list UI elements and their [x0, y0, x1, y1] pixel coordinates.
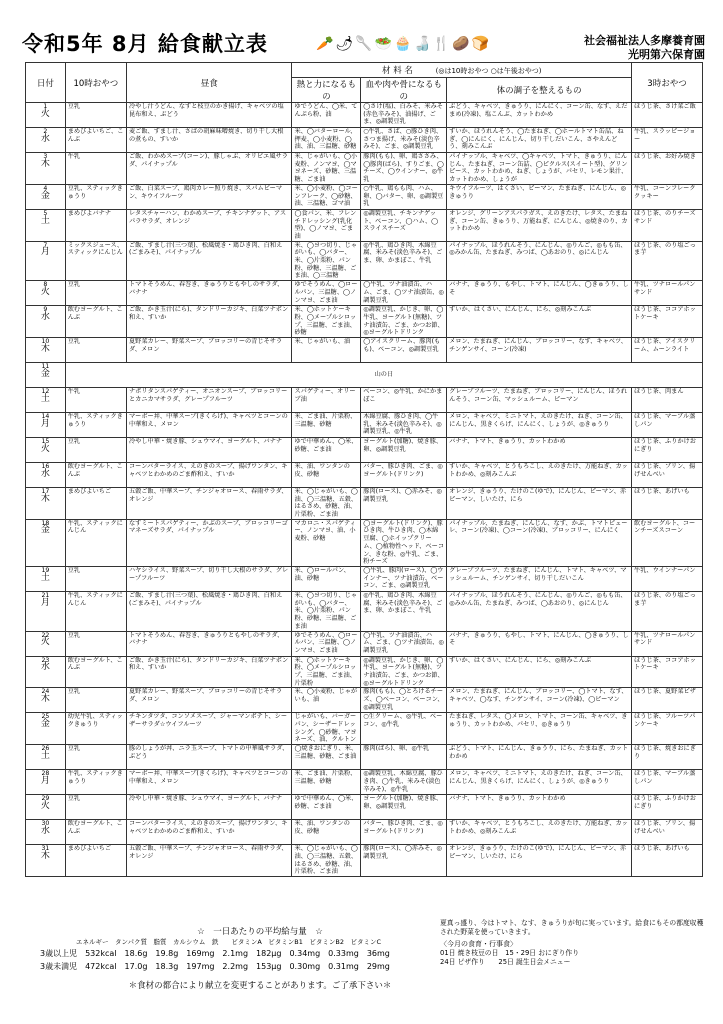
date-cell: [26, 688, 66, 713]
weekday: 水: [40, 662, 50, 673]
weekday: 木: [40, 694, 50, 705]
date-cell: [26, 745, 66, 770]
lunch-cell: レタスチャーハン、わかめスープ、チキンナゲット、アスパラサラダ、オレンジ: [126, 209, 291, 241]
date-cell: [26, 713, 66, 745]
date-cell: [26, 412, 66, 437]
energy-cell: 米、◯ヨつ切り、じゃがいも、◯バター、米、◯片栗粉、パン粉、砂糖、三温糖、ごま油、◯三温糖: [292, 241, 361, 281]
snack3-cell: ほうじ茶、あげいも: [632, 845, 703, 877]
snack3-cell: 牛乳、コーンフレーククッキー: [632, 184, 703, 209]
blood-cell: 豚肉(ロース)、◯赤みそ、◎調製豆乳: [361, 487, 447, 519]
blood-cell: ◯アイスクリーム、豚肉(もも)、ベーコン、◎調製豆乳: [361, 337, 447, 362]
blood-cell: ヨーグルト(加糖)、焼き豚、卵、◎調製豆乳: [361, 437, 447, 462]
snack3-cell: ほうじ茶、のりチーズサンド: [632, 209, 703, 241]
energy-cell: 米、ごま油、片栗粉、三温糖、砂糖: [292, 412, 361, 437]
body-cell: バナナ、きゅうり、もやし、トマト、にんじん、◯きゅうり、しそ: [447, 281, 632, 306]
day-number: 23: [41, 656, 50, 664]
body-cell: ぶどう、トマト、にんじん、きゅうり、にら、たまねぎ、カットわかめ: [447, 745, 632, 770]
weekday: 木: [40, 158, 50, 169]
lunch-cell: ご飯、わかめスープ(コーン)、豚しゃぶ、オリビエ風サラダ、パイナップル: [126, 153, 291, 185]
weekday: 金: [40, 190, 50, 201]
weekday: 月: [40, 775, 50, 786]
events-title: 〈今月の食育・行事食〉: [440, 940, 517, 948]
table-row: [26, 770, 703, 795]
col-ingredients-label: 材 料 名: [382, 66, 413, 76]
blood-cell: ◎調製豆乳、かじき、卵、◯牛乳、ヨーグルト(無糖)、ツナ油漬缶、ごま、かつお節、◎ヨーグルトドリンク: [361, 656, 447, 688]
body-cell: バナナ、トマト、きゅうり、カットわかめ: [447, 437, 632, 462]
nutrition-summary: [40, 925, 480, 991]
date-cell: [26, 845, 66, 877]
table-row: [26, 591, 703, 631]
snack10-cell: 豆乳: [65, 795, 126, 820]
table-row: [26, 362, 703, 387]
snack3-cell: ほうじ茶、ふりかけおにぎり: [632, 795, 703, 820]
lunch-cell: ハヤシライス、野菜スープ、切り干し大根のサラダ、グレープフルーツ: [126, 566, 291, 591]
lunch-cell: マーボー丼、中華スープ(きくらげ)、キャベツとコーンの中華和え、メロン: [126, 412, 291, 437]
table-row: [26, 845, 703, 877]
energy-cell: 米、◯小麦粉、じゃがいも、油: [292, 688, 361, 713]
snack10-cell: 飲むヨーグルト、こんぶ: [65, 656, 126, 688]
date-cell: [26, 128, 66, 153]
weekday: 月: [40, 418, 50, 429]
snack3-cell: ほうじ茶、フルーツパンケーキ: [632, 713, 703, 745]
lunch-cell: ご飯、すまし汁(三つ葉)、松風焼き・鶏ひき肉、白和え(ごまみそ)、パイナップル: [126, 591, 291, 631]
blood-cell: バター、豚ひき肉、ごま、◎ヨーグルト(ドリンク): [361, 820, 447, 845]
weekday: 火: [40, 800, 50, 811]
date-cell: [26, 103, 66, 128]
table-row: [26, 820, 703, 845]
day-number: 18: [41, 519, 50, 527]
lunch-cell: コーンバターライス、えのきのスープ、揚げワンタン、キャベツとわかめのごま酢和え、すいか: [126, 462, 291, 487]
date-cell: [26, 462, 66, 487]
energy-cell: ゆでうどん、◯米、てんぷら粉、油: [292, 103, 361, 128]
nutrition-row-over3: 3歳以上児 532kcal 18.6g 19.8g 169mg 2.1mg 182μg 0.34mg 0.33mg 36mg: [40, 949, 390, 958]
weekday: 木: [40, 493, 50, 504]
blood-cell: ○生クリーム、◎牛乳、ベーコン、◎牛乳: [361, 713, 447, 745]
date-cell: [26, 770, 66, 795]
lunch-cell: チキンタツタ、コンソメスープ、ジャーマンポテト、シーザーサラダ☆ウイフルーツ: [126, 713, 291, 745]
weekday: 火: [40, 108, 50, 119]
day-number: 16: [41, 462, 50, 470]
body-cell: パイナップル、キャベツ、◯キャベツ、トマト、きゅうり、にんじん、たまねぎ、コーン缶詰、◯ピクルス(スイート型)、グリンピース、カットわかめ、ねぎ、しょうが、パセリ、レモン果汁、カットわかめ、しょうが: [447, 153, 632, 185]
weekday: 水: [40, 825, 50, 836]
date-cell: [26, 566, 66, 591]
snack10-cell: まめびよいちご: [65, 487, 126, 519]
snack3-cell: ほうじ茶、夏野菜ピザ: [632, 688, 703, 713]
body-cell: メロン、キャベツ、ミニトマト、えのきたけ、ねぎ、コーン缶、にんじん、黒きくらげ、にんにく、しょうが、◎きゅうり: [447, 412, 632, 437]
day-number: 8: [43, 281, 48, 289]
body-cell: メロン、たまねぎ、にんじん、ブロッコリー、なす、キャベツ、チンゲンサイ、コーン(冷凍): [447, 337, 632, 362]
lunch-cell: 冷やし中華・焼き豚、シュウマイ、ヨーグルト、バナナ: [126, 437, 291, 462]
snack3-cell: ほうじ茶、のり塩ごっま芋: [632, 591, 703, 631]
lunch-cell: ご飯、かき玉汁(にら)、タンドリーカジキ、白菜ツナポン和え、すいか: [126, 306, 291, 338]
energy-cell: ゆで中華めん、◯米、砂糖、ごま油: [292, 437, 361, 462]
blood-cell: ◎調製豆乳、チキンナゲット、ベーコン、◯ハム、◯スライスチーズ: [361, 209, 447, 241]
body-cell: すいか、ほうれんそう、◯たまねぎ、◯ホールトマト缶詰、ねぎ、◯にんにく、にんじん、切り干しだいこん、さやえんどう、刻みこんぶ: [447, 128, 632, 153]
date-cell: [26, 656, 66, 688]
snack10-cell: 飲むヨーグルト、こんぶ: [65, 820, 126, 845]
day-number: 9: [43, 306, 48, 314]
snack10-cell: 豆乳: [65, 745, 126, 770]
lunch-cell: 豚のしょうが丼、ニラ玉スープ、トマトの中華風サラダ、ぶどう: [126, 745, 291, 770]
energy-cell: 米、ごま油、片栗粉、三温糖、砂糖: [292, 770, 361, 795]
table-row: [26, 128, 703, 153]
snack10-cell: まめびよいちご、こんぶ: [65, 128, 126, 153]
body-cell: オレンジ、グリーンアスパラガス、えのきたけ、レタス、たまねぎ、コーン缶、きゅうり、万能ねぎ、にんじん、◎焼きのり、カットわかめ: [447, 209, 632, 241]
weekday: 金: [40, 525, 50, 536]
table-row: [26, 656, 703, 688]
day-number: 25: [41, 713, 50, 721]
date-cell: [26, 209, 66, 241]
energy-cell: じゃがいも、バーガーパン、シーザードレッシング、◯砂糖、マヨネーズ、油、クルトン: [292, 713, 361, 745]
day-number: 21: [41, 591, 50, 599]
col-date: 日付: [26, 63, 66, 103]
day-number: 26: [41, 745, 50, 753]
snack3-cell: ほうじ茶、肉まん: [632, 387, 703, 412]
snack3-cell: ほうじ茶、ココアホットケーキ: [632, 656, 703, 688]
weekday: 水: [40, 468, 50, 479]
snack10-cell: 豆乳: [65, 337, 126, 362]
snack10-cell: 豆乳、スティックきゅうり: [65, 184, 126, 209]
snack3-cell: ほうじ茶、さけ菜ご飯: [632, 103, 703, 128]
lunch-cell: 冷やし汁うどん、なすと枝豆のかき揚げ、キャベツの塩昆布和え、ぶどう: [126, 103, 291, 128]
day-number: 19: [41, 566, 50, 574]
body-cell: メロン、たまねぎ、にんじん、ブロッコリー、◯トマト、なす、キャベツ、◯なす、チンゲンサイ、コーン(冷凍)、◯ピーマン: [447, 688, 632, 713]
lunch-cell: マーボー丼、中華スープ(きくらげ)、キャベツとコーンの中華和え、メロン: [126, 770, 291, 795]
blood-cell: 豚肉(もも)、卵、鶏ささみ、◯豚肉(ばら)、すりごま、◯チーズ、◯ウインナー、◎牛乳: [361, 153, 447, 185]
memo-text: 夏真っ盛り、今はトマト、なす、きゅうりが旬に実っています。給食にもその都度収穫された野菜を使っていきます。: [440, 919, 704, 936]
body-cell: メロン、キャベツ、ミニトマト、えのきたけ、ねぎ、コーン缶、にんじん、黒きくらげ、にんにく、しょうが、◎きゅうり: [447, 770, 632, 795]
day-number: 28: [41, 770, 50, 778]
date-cell: [26, 306, 66, 338]
col-snack10: 10時おやつ: [65, 63, 126, 103]
blood-cell: ◎牛乳、鶏ひき肉、木綿豆腐、米みそ(淡色辛みそ)、ごま、卵、かまぼこ、牛乳: [361, 241, 447, 281]
weekday: 土: [40, 750, 50, 761]
blood-cell: バター、豚ひき肉、ごま、◎ヨーグルト(ドリンク): [361, 462, 447, 487]
day-number: 7: [43, 241, 48, 249]
events-line-2: 24日 ピザ作り 25日 誕生日会メニュー: [440, 958, 571, 966]
events-line-1: 01日 焼き枝豆の日 15・29日 おにぎり作り: [440, 949, 580, 957]
blood-cell: ◎調製豆乳、かじき、卵、◯牛乳、ヨーグルト(無糖)、ツナ油漬缶、ごま、かつお節、◎ヨーグルトドリンク: [361, 306, 447, 338]
col-ingredients: [292, 63, 632, 78]
energy-cell: 米、じゃがいも、油: [292, 337, 361, 362]
weekday: 土: [40, 215, 50, 226]
blood-cell: ◎牛乳、鶏ひき肉、木綿豆腐、米みそ(淡色辛みそ)、ごま、卵、かまぼこ、牛乳: [361, 591, 447, 631]
date-cell: [26, 795, 66, 820]
weekday: 土: [40, 572, 50, 583]
energy-cell: ゆでそうめん、◯ロールパン、三温糖、◯ノンマヨ、ごま油: [292, 631, 361, 656]
snack10-cell: 飲むヨーグルト、こんぶ: [65, 462, 126, 487]
date-cell: [26, 437, 66, 462]
day-number: 15: [41, 437, 50, 445]
nursery-name: 光明第六保育園: [628, 48, 705, 61]
weekday: 火: [40, 443, 50, 454]
table-row: [26, 337, 703, 362]
weekday: 火: [40, 286, 50, 297]
energy-cell: 米、◯バターロール、押麦、◯小麦粉、◯油、油、三温糖、砂糖: [292, 128, 361, 153]
table-row: [26, 566, 703, 591]
monthly-memo: [440, 919, 710, 967]
table-row: [26, 103, 703, 128]
day-number: 22: [41, 631, 50, 639]
snack10-cell: 豆乳: [65, 566, 126, 591]
lunch-cell: ご飯、白菜スープ、鶏肉カレー照り焼き、スパムビーマン、キウイフルーツ: [126, 184, 291, 209]
blood-cell: 豚肉(ばら)、卵、◎牛乳: [361, 745, 447, 770]
energy-cell: 米、◯ヨつ切り、じゃがいも、◯バター、米、◯片栗粉、パン粉、砂糖、三温糖、ごま油: [292, 591, 361, 631]
table-row: [26, 631, 703, 656]
day-number: 4: [43, 184, 48, 192]
energy-cell: 米、◯ホットケーキ粉、◯メープルシロップ、三温糖、ごま油、片栗粉: [292, 656, 361, 688]
table-row: [26, 462, 703, 487]
page-title: 令和5年 8月 給食献立表: [22, 32, 268, 56]
day-number: 10: [41, 337, 50, 345]
snack10-cell: 牛乳、スティックにんじん: [65, 591, 126, 631]
energy-cell: ◯焼きおにぎり、米、三温糖、砂糖、ごま油: [292, 745, 361, 770]
col-ingredients-note: (◎は10時おやつ ○は午後おやつ): [435, 67, 542, 75]
day-number: 12: [41, 387, 50, 395]
body-cell: バナナ、トマト、きゅうり、カットわかめ: [447, 795, 632, 820]
body-cell: パイナップル、たまねぎ、にんじん、なす、かぶ、トマトピューレ、コーン(冷凍)、◯コーン(冷凍)、ブロッコリー、にんにく: [447, 519, 632, 566]
table-row: [26, 387, 703, 412]
lunch-cell: コーンバターライス、えのきのスープ、揚げワンタン、キャベツとわかめのごま酢和え、すいか: [126, 820, 291, 845]
day-number: 14: [41, 412, 50, 420]
date-cell: [26, 241, 66, 281]
lunch-cell: 五穀ご飯、中華スープ、チンジャオロース、春雨サラダ、オレンジ: [126, 845, 291, 877]
snack10-cell: 牛乳、スティックにんじん: [65, 519, 126, 566]
weekday: 水: [40, 311, 50, 322]
snack3-cell: ほうじ茶、プリン、揚げせんべい: [632, 820, 703, 845]
col-body: 体の調子を整えるもの: [447, 78, 632, 103]
body-cell: パイナップル、ほうれんそう、にんじん、◎りんご、◎もも缶、◎みかん缶、たまねぎ、みつば、◯あおのり、◎にんじん: [447, 591, 632, 631]
body-cell: グレープフルーツ、たまねぎ、ブロッコリー、にんじん、ほうれんそう、コーン缶、マッシュルーム、ピーマン: [447, 387, 632, 412]
body-cell: すいか、キャベツ、とうもろこし、えのきたけ、万能ねぎ、カットわかめ、◎刻みこんぶ: [447, 820, 632, 845]
lunch-cell: ご飯、すまし汁(三つ葉)、松風焼き・鶏ひき肉、白和え(ごまみそ)、パイナップル: [126, 241, 291, 281]
day-number: 30: [41, 820, 50, 828]
blood-cell: ◯牛乳、ツナ油漬缶、ハム、ごま、◯ツナ油漬缶、◎調製豆乳: [361, 281, 447, 306]
blood-cell: ヨーグルト(加糖)、焼き豚、卵、◎調製豆乳: [361, 795, 447, 820]
nutrition-caption: ☆ 一日あたりの平均給与量 ☆: [197, 927, 323, 937]
body-cell: パイナップル、ほうれんそう、にんじん、◎りんご、◎もも缶、◎みかん缶、たまねぎ、みつば、◯あおのり、◎にんじん: [447, 241, 632, 281]
blood-cell: 木綿豆腐、豚ひき肉、◯牛乳、米みそ(淡色辛みそ)、◎調製豆乳、◎牛乳: [361, 412, 447, 437]
snack10-cell: 飲むヨーグルト、こんぶ: [65, 306, 126, 338]
snack3-cell: 牛乳、スラッピージョー: [632, 128, 703, 153]
snack3-cell: ほうじ茶、ふりかけおにぎり: [632, 437, 703, 462]
lunch-cell: 夏野菜カレー、野菜スープ、ブロッコリーの青じそサラダ、メロン: [126, 337, 291, 362]
snack10-cell: 豆乳: [65, 688, 126, 713]
body-cell: オレンジ、きゅうり、たけのこ(ゆで)、にんじん、ピーマン、赤ピーマン、しいたけ、にら: [447, 487, 632, 519]
snack10-cell: ミックスジュース、スティックにんじん: [65, 241, 126, 281]
table-row: [26, 487, 703, 519]
snack3-cell: ほうじ茶、プリン、揚げせんべい: [632, 462, 703, 487]
date-cell: [26, 387, 66, 412]
snack3-cell: ほうじ茶、マーブル蒸しパン: [632, 770, 703, 795]
day-number: 29: [41, 795, 50, 803]
weekday: 金: [40, 368, 50, 379]
change-notice: ＊食材の都合により献立を変更することがあります。ご了承下さい＊: [128, 981, 392, 991]
energy-cell: ゆでそうめん、◯ロールパン、三温糖、◯ノンマヨ、ごま油: [292, 281, 361, 306]
holiday-name: 山の日: [65, 362, 702, 387]
col-snack3: 3時おやつ: [632, 63, 703, 103]
snack10-cell: 豆乳: [65, 437, 126, 462]
blood-cell: 豚肉(ロース)、◯赤みそ、◎調製豆乳: [361, 845, 447, 877]
energy-cell: 米、◯じゃがいも、◯油、◯三温糖、五穀、はるさめ、砂糖、油、片栗粉、ごま油: [292, 487, 361, 519]
day-number: 1: [43, 103, 48, 110]
snack3-cell: ほうじ茶、マーブル蒸しパン: [632, 412, 703, 437]
day-number: 24: [41, 688, 50, 696]
lunch-cell: トマトそうめん、春巻き、きゅうりともやしのサラダ、バナナ: [126, 631, 291, 656]
snack3-cell: 牛乳、ウインナーパン: [632, 566, 703, 591]
date-cell: [26, 487, 66, 519]
snack3-cell: ほうじ茶、焼きおにぎり: [632, 745, 703, 770]
table-row: [26, 437, 703, 462]
date-cell: [26, 591, 66, 631]
weekday: 火: [40, 637, 50, 648]
weekday: 月: [40, 247, 50, 258]
blood-cell: ○牛乳、鶏もも肉、ハム、卵、◯バター、卵、◎調製豆乳: [361, 184, 447, 209]
table-row: [26, 281, 703, 306]
lunch-cell: ナポリタンスパゲティー、オニオンスープ、ブロッコリーとカニカマサラダ、グレープフルーツ: [126, 387, 291, 412]
table-row: [26, 412, 703, 437]
day-number: 11: [41, 362, 50, 370]
blood-cell: ◯ヨーグルト(ドリンク)、豚ひき肉、牛ひき肉、◯木綿豆腐、◯ホイップクリーム、◯植物性ヘッド、ベーコン、きな粉、◎牛乳、ごま、粉チーズ: [361, 519, 447, 566]
snack3-cell: ほうじ茶、あげいも: [632, 487, 703, 519]
snack10-cell: 幼児牛乳、スティックきゅうり: [65, 713, 126, 745]
date-cell: [26, 337, 66, 362]
body-cell: すいか、はくさい、にんじん、にら、◎刻みこんぶ: [447, 306, 632, 338]
table-row: [26, 688, 703, 713]
table-row: [26, 795, 703, 820]
body-cell: たまねぎ、レタス、◯メロン、トマト、コーン缶、キャベツ、きゅうり、カットわかめ、パセリ、◎きゅうり: [447, 713, 632, 745]
table-row: [26, 745, 703, 770]
weekday: 金: [40, 719, 50, 730]
table-row: [26, 713, 703, 745]
snack3-cell: ほうじ茶、のり塩ごっま芋: [632, 241, 703, 281]
blood-cell: ○牛乳、さば、○豚ひき肉、さつま揚げ、米みそ(淡色辛みそ)、ごま、◎調製豆乳: [361, 128, 447, 153]
blood-cell: ◯牛乳、豚肉(ロース)、◯ウインナー、ツナ油漬缶、ベーコン、ごま、◎調製豆乳: [361, 566, 447, 591]
lunch-cell: 五穀ご飯、中華スープ、チンジャオロース、春雨サラダ、オレンジ: [126, 487, 291, 519]
body-cell: キウイフルーツ、はくさい、ピーマン、たまねぎ、にんじん、◎きゅうり: [447, 184, 632, 209]
snack10-cell: 豆乳: [65, 281, 126, 306]
snack10-cell: 豆乳: [65, 631, 126, 656]
body-cell: バナナ、きゅうり、もやし、トマト、にんじん、◯きゅうり、しそ: [447, 631, 632, 656]
table-row: [26, 209, 703, 241]
snack3-cell: ほうじ茶、お好み焼き: [632, 153, 703, 185]
energy-cell: 米、油、ワンタンの皮、砂糖: [292, 820, 361, 845]
energy-cell: ◯食パン、米、フレンチドレッシング(乳化型)、◯ノマヨ、ごま油: [292, 209, 361, 241]
weekday: 水: [40, 133, 50, 144]
weekday: 木: [40, 343, 50, 354]
blood-cell: ◯牛乳、ツナ油漬缶、ハム、ごま、◯ツナ油漬缶、◎調製豆乳: [361, 631, 447, 656]
date-cell: [26, 820, 66, 845]
snack3-cell: 飲むヨーグルト、コーンチーズスコーン: [632, 519, 703, 566]
lunch-cell: なすミートスパゲティー、かぶのスープ、ブロッコリーゴマネーズサラダ、パイナップル: [126, 519, 291, 566]
day-number: 31: [41, 845, 50, 853]
lunch-cell: 冷やし中華・焼き豚、シュウマイ、ヨーグルト、バナナ: [126, 795, 291, 820]
snack10-cell: 牛乳、スティックきゅうり: [65, 412, 126, 437]
lunch-cell: トマトそうめん、春巻き、きゅうりともやしのサラダ、バナナ: [126, 281, 291, 306]
day-number: 5: [43, 209, 48, 217]
table-row: [26, 241, 703, 281]
food-illustrations: 🥕🌶🥄🥗🧁🍶🍴🥔🍞: [316, 36, 492, 52]
snack10-cell: 牛乳: [65, 387, 126, 412]
day-number: 2: [43, 128, 48, 135]
weekday: 木: [40, 850, 50, 861]
date-cell: [26, 519, 66, 566]
lunch-cell: ご飯、かき玉汁(にら)、タンドリーカジキ、白菜ツナポン和え、すいか: [126, 656, 291, 688]
organization-name: 社会福祉法人多摩養育園: [584, 34, 705, 47]
blood-cell: ◯さけ(塩)、白みそ、米みそ(赤色辛みそ)、油揚げ、ごま、◎調製豆乳: [361, 103, 447, 128]
body-cell: すいか、キャベツ、とうもろこし、えのきたけ、万能ねぎ、カットわかめ、◎刻みこんぶ: [447, 462, 632, 487]
header: [0, 0, 723, 62]
snack3-cell: ほうじ茶、ココアホットケーキ: [632, 306, 703, 338]
nutrition-row-under3: 3歳未満児 472kcal 17.0g 18.3g 197mg 2.2mg 153μg 0.30mg 0.31mg 29mg: [40, 962, 390, 971]
blood-cell: ベーコン、◎牛乳、かにかまぼこ: [361, 387, 447, 412]
energy-cell: マカロニ・スパゲティー、ノンマヨ、油、小麦粉、砂糖: [292, 519, 361, 566]
col-energy: 熱と力になるもの: [292, 78, 361, 103]
menu-table: [25, 62, 703, 877]
energy-cell: 米、じゃがいも、◯小麦粉、ノンマヨ、◯マヨネーズ、砂糖、三温糖、ごま油: [292, 153, 361, 185]
table-row: [26, 519, 703, 566]
energy-cell: スパゲティー、オリーブ油: [292, 387, 361, 412]
day-number: 17: [41, 487, 50, 495]
energy-cell: 米、◯ホットケーキ粉、◯メープルシロップ、三温糖、ごま油、砂糖: [292, 306, 361, 338]
snack3-cell: 牛乳、ツナロールパンサンド: [632, 631, 703, 656]
col-lunch: 昼食: [126, 63, 291, 103]
snack10-cell: まめびよいちご: [65, 845, 126, 877]
energy-cell: ゆで中華めん、◯米、砂糖、ごま油: [292, 795, 361, 820]
snack10-cell: 牛乳: [65, 153, 126, 185]
blood-cell: 豚肉(もも)、◯とろけるチーズ、◯ベーコン、ベーコン、◎調製豆乳: [361, 688, 447, 713]
col-blood: 血や肉や骨になるもの: [361, 78, 447, 103]
table-row: [26, 153, 703, 185]
table-row: [26, 306, 703, 338]
date-cell: [26, 184, 66, 209]
date-cell: [26, 153, 66, 185]
blood-cell: ◎調製豆乳、木綿豆腐、豚ひき肉、◯牛乳、米みそ(淡色辛みそ)、◎牛乳: [361, 770, 447, 795]
weekday: 土: [40, 393, 50, 404]
body-cell: すいか、はくさい、にんじん、にら、◎刻みこんぶ: [447, 656, 632, 688]
date-cell: [26, 631, 66, 656]
snack3-cell: 牛乳、ツナロールパンサンド: [632, 281, 703, 306]
energy-cell: 米、◯じゃがいも、◯油、◯三温糖、五穀、はるさめ、砂糖、油、片栗粉、ごま油: [292, 845, 361, 877]
body-cell: グレープフルーツ、たまねぎ、にんじん、トマト、キャベツ、マッシュルーム、チンゲンサイ、切り干しだいこん: [447, 566, 632, 591]
table-row: [26, 184, 703, 209]
snack3-cell: ほうじ茶、アイスクリーム、ムーンライト: [632, 337, 703, 362]
snack10-cell: 牛乳、スティックきゅうり: [65, 770, 126, 795]
menu-body: [26, 103, 703, 877]
lunch-cell: 麦ご飯、すまし汁、さばの胡麻味噌焼き、切り干し大根の煮もの、すいか: [126, 128, 291, 153]
day-number: 3: [43, 153, 48, 160]
weekday: 月: [40, 597, 50, 608]
energy-cell: 米、◯ロールパン、油、砂糖: [292, 566, 361, 591]
energy-cell: 米、油、ワンタンの皮、砂糖: [292, 462, 361, 487]
energy-cell: 米、◯小麦粉、◯コーンフレーク、◯砂糖、油、三温糖、ゴマ油: [292, 184, 361, 209]
body-cell: オレンジ、きゅうり、たけのこ(ゆで)、にんじん、ピーマン、赤ピーマン、しいたけ、にら: [447, 845, 632, 877]
snack10-cell: 豆乳: [65, 103, 126, 128]
snack10-cell: まめびよバナナ: [65, 209, 126, 241]
date-cell: [26, 362, 66, 387]
nutrition-header: エネルギー タンパク質 脂質 カルシウム 鉄 ビタミンA ビタミンB1 ビタミンB2 ビタミンC: [76, 938, 381, 946]
body-cell: ぶどう、キャベツ、きゅうり、にんにく、コーン缶、なす、えだまめ(冷凍)、塩こんぶ、カットわかめ: [447, 103, 632, 128]
lunch-cell: 夏野菜カレー、野菜スープ、ブロッコリーの青じそサラダ、メロン: [126, 688, 291, 713]
date-cell: [26, 281, 66, 306]
